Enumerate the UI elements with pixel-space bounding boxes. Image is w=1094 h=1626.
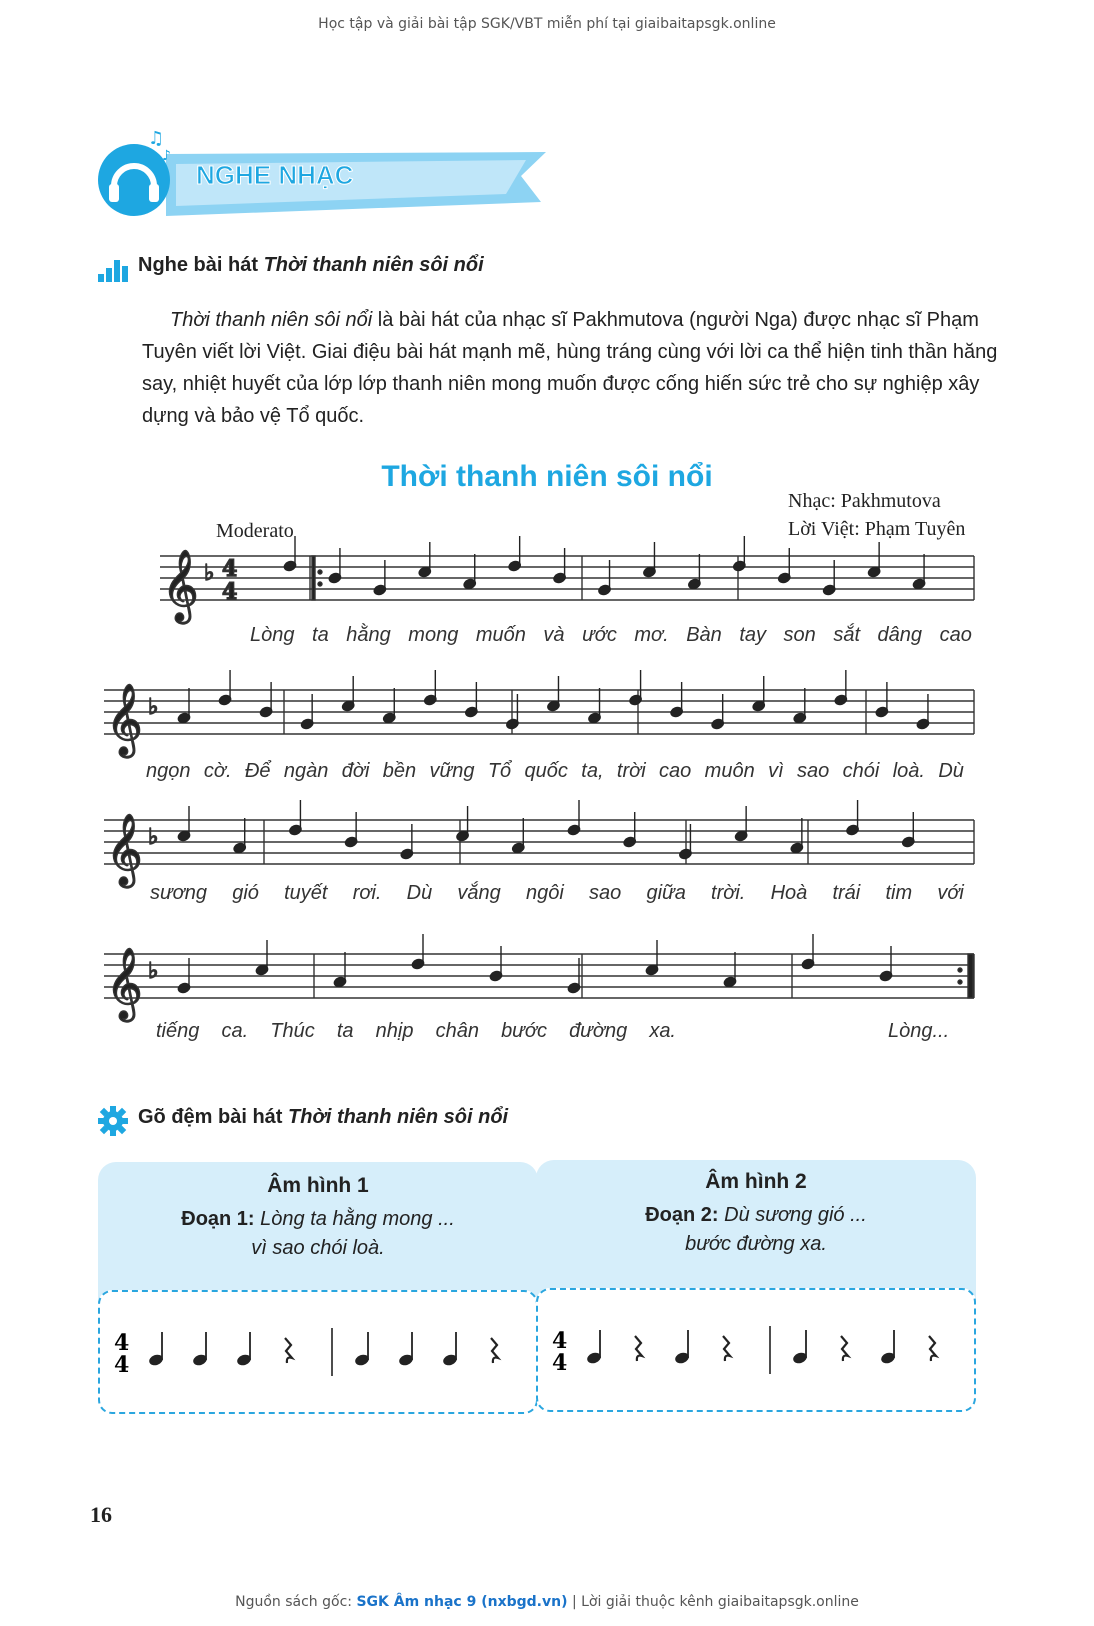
pattern-part-label: Đoạn 2: [645,1204,719,1226]
pattern-part-text2: vì sao chói loà. [251,1237,385,1259]
lyric-word: quốc [524,760,568,782]
lyric-word: đường [569,1020,628,1042]
lyric-word: ta [336,1020,354,1042]
lyric-word: tim [885,882,913,904]
lyric-word: sắt [833,624,861,646]
flat-sign: ♭ [148,959,159,984]
pattern-card-1 [98,1162,538,1412]
intro-song: Thời thanh niên sôi nổi [170,309,373,331]
lyric-word: ta [312,624,329,646]
page-header: Học tập và giải bài tập SGK/VBT miễn phí tại giaibaitapsgk.online [318,16,776,32]
pattern-title: Âm hình 1 [267,1174,369,1197]
lyric-word: nhịp [375,1020,414,1042]
final-bar [968,954,973,998]
lyric-word: mơ. [634,624,669,646]
lyric-word: sương [150,882,208,904]
lyric-word: xa. [649,1020,676,1042]
section1-prefix: Nghe bài hát [138,254,259,276]
repeat-dot [958,968,962,972]
lyric-word: Dù [406,882,433,904]
lyrics-row-1 [250,624,972,647]
pattern-part-text2: bước đường xa. [685,1233,827,1255]
flat-sign: ♭ [148,695,159,720]
footer-source-link[interactable]: SGK Âm nhạc 9 (nxbgd.vn) [356,1594,568,1610]
repeat-dot [958,980,962,984]
flat-sign: ♭ [204,561,215,586]
pattern-part-text: Dù sương gió ... [724,1204,867,1226]
pattern-title: Âm hình 2 [705,1170,807,1193]
lyric-word: Bàn [686,624,722,646]
lyric-word: bền [382,760,417,782]
lyric-word: ngôi [526,882,564,904]
lyrics-row-4 [156,1020,676,1043]
lyric-word: Tổ [487,760,512,782]
lyric-word: vững [429,760,475,782]
lyric-word: cao [939,624,972,646]
lyric-word: loà. [892,760,925,782]
lyric-word: và [543,624,565,646]
gear-icon [98,1106,128,1136]
section2-prefix: Gõ đệm bài hát [138,1106,283,1128]
lyric-word: tiếng [156,1020,200,1042]
lyric-word: ngọn [146,760,191,782]
quarter-rest [929,1336,936,1361]
quarter-rest [635,1336,642,1361]
svg-text:♫: ♫ [148,128,165,149]
section2-song: Thời thanh niên sôi nổi [288,1106,509,1128]
flat-sign: ♭ [148,825,159,850]
lyric-word: chân [435,1020,479,1042]
repeat-bar [312,556,315,600]
pattern-part-text: Lòng ta hằng mong ... [260,1208,455,1230]
footer-suffix: | Lời giải thuộc kênh giaibaitapsgk.online [567,1594,859,1610]
section1-song: Thời thanh niên sôi nổi [263,254,484,276]
lyric-word: sao [589,882,622,904]
lyric-word: Dù [938,760,964,782]
svg-text:♪: ♪ [162,148,171,164]
rhythm-box-1 [98,1290,538,1414]
page-number: 16 [90,1502,112,1527]
lyric-word: với [937,882,964,904]
quarter-rest [841,1336,848,1361]
lyric-word: trái [832,882,861,904]
lyric-word: hằng [346,624,391,646]
lyric-word: sao [797,760,830,782]
lyric-word: cao [659,760,692,782]
quarter-rest [723,1336,730,1361]
time-signature-bottom: 4 [222,579,238,605]
lyric-word: bước [501,1020,547,1042]
lyric-word: chói [842,760,880,782]
intro-text: là bài hát của nhạc sĩ Pakhmutova (người Nga) được nhạc sĩ Phạm Tuyên viết lời Việt. Giai điệu bài hát mạnh mẽ, hùng tráng cùng với lời ca thể hiện tinh thần hăng say, nhiệt huyết của lớp lớp thanh niên mong muốn được cống hiến sức trẻ cho sự nghiệp xây dựng và bảo vệ Tổ quốc. [142,309,998,427]
lyric-word: ta, [581,760,604,782]
lyric-word: ngàn [283,760,329,782]
treble-clef: 𝄞 [106,812,143,885]
lyric-word: trời [616,760,646,782]
lyric-word: ca. [221,1020,249,1042]
treble-clef: 𝄞 [106,946,143,1019]
rhythm-box-2 [536,1288,976,1412]
pattern-part-label: Đoạn 1: [181,1208,255,1230]
lyric-word: ước [582,624,617,646]
lyric-word: trời. [711,882,746,904]
lyric-word: mong [408,624,459,646]
lyric-word: tay [739,624,767,646]
page-footer [0,1594,1094,1610]
lyric-word: tuyết [284,882,328,904]
footer-prefix: Nguồn sách gốc: [235,1594,357,1610]
lyrics-row-3 [150,882,964,905]
lyrics-row-2 [146,760,964,783]
treble-clef: 𝄞 [162,548,199,621]
lyric-word: gió [232,882,259,904]
lyric-word: Thúc [270,1020,315,1042]
lyric-word: vì [768,760,784,782]
time-signature-top: 4 [552,1328,568,1354]
lyric-word: muôn [704,760,755,782]
lyric-word: đời [341,760,370,782]
lyric-word: giữa [646,882,686,904]
time-signature-top: 4 [222,556,238,582]
song-title: Thời thanh niên sôi nổi [381,460,713,493]
lyric-word: Để [244,760,271,782]
quarter-rest [491,1338,498,1363]
lyric-word: Lòng... [888,1020,950,1042]
composer-credit: Nhạc: Pakhmutova [788,490,941,512]
time-signature-bottom: 4 [114,1352,130,1378]
lyric-word: son [783,624,816,646]
time-signature-top: 4 [114,1330,130,1356]
quarter-rest [285,1338,292,1363]
lyricist-credit: Lời Việt: Phạm Tuyên [788,518,966,540]
repeat-dot [318,570,322,574]
lyric-word: Hoà [770,882,808,904]
lyric-word: muốn [475,624,526,646]
rhythm-pattern-2 [538,1290,974,1410]
time-signature-bottom: 4 [552,1350,568,1376]
lyric-word: Lòng [250,624,295,646]
repeat-dot [318,582,322,586]
pattern-card-2 [536,1160,976,1410]
lyric-word: dâng [877,624,923,646]
treble-clef: 𝄞 [106,682,143,755]
banner-label: NGHE NHẠC [196,160,354,190]
tempo-marking: Moderato [216,520,294,542]
rhythm-pattern-1 [100,1292,536,1412]
lyric-word: vắng [457,882,501,904]
lyric-word: cờ. [203,760,232,782]
lyric-word: rơi. [352,882,382,904]
